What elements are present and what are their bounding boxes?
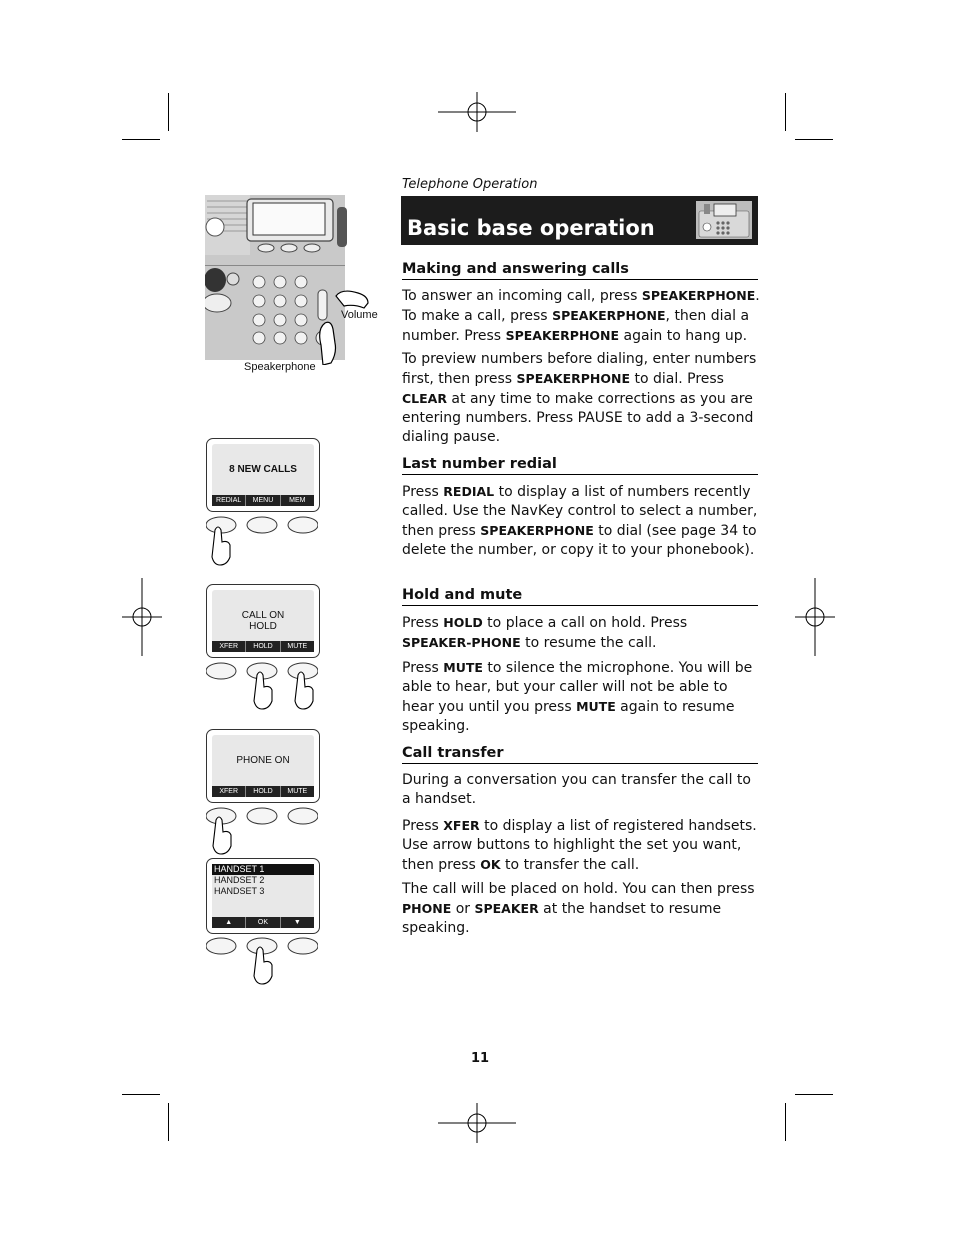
handset-item[interactable]: HANDSET 2	[214, 875, 265, 885]
softkey-ok[interactable]: OK	[246, 917, 280, 928]
softkey-down-arrow[interactable]: ▼	[293, 919, 301, 926]
heading-hold-mute: Hold and mute	[402, 587, 758, 606]
paragraph-making-2: To preview numbers before dialing, enter numbers first, then press SPEAKERPHONE to dial. Press CLEAR at any time to make corrections as you are entering numbers. Press PAUSE to add a 3-second dialing pause.	[402, 351, 757, 445]
softkey-bar	[212, 786, 314, 797]
key-label: SPEAKERPHONE	[641, 288, 756, 303]
paragraph-transfer-2: Press XFER to display a list of registered handsets. Use arrow buttons to highlight the set you want, then press OK to transfer the call.	[402, 818, 757, 873]
lcd-screen-phone-on	[206, 729, 320, 803]
key-label: HOLD	[443, 615, 483, 630]
softkey-redial[interactable]: REDIAL	[212, 495, 246, 506]
lcd-screen-handsets	[206, 858, 320, 934]
crop-mark	[795, 139, 833, 140]
key-label: PHONE	[402, 901, 452, 916]
softkey-buttons	[206, 514, 318, 566]
registration-mark-icon	[438, 1103, 516, 1143]
softkey-mute[interactable]: MUTE	[287, 643, 308, 650]
softkey-up-arrow[interactable]: ▲	[212, 917, 246, 928]
paragraph-redial: Press REDIAL to display a list of numbers recently called. Use the NavKey control to select a number, then press SPEAKERPHONE to dial (see page 34 to delete the number, or copy it to your phonebook).	[402, 484, 758, 558]
crop-mark	[795, 1094, 833, 1095]
registration-mark-icon	[795, 578, 835, 656]
key-label: MUTE	[443, 660, 483, 675]
softkey-hold[interactable]: HOLD	[246, 786, 280, 797]
page-number: 11	[470, 1051, 490, 1066]
key-label: SPEAKER	[474, 901, 539, 916]
page-title: Basic base operation	[407, 216, 655, 240]
key-label: CLEAR	[402, 391, 447, 406]
crop-mark	[785, 1103, 786, 1141]
lcd-screen-hold	[206, 584, 320, 658]
softkey-bar	[212, 917, 314, 928]
softkey-hold[interactable]: HOLD	[246, 641, 280, 652]
softkey-buttons	[206, 661, 318, 711]
crop-mark	[168, 1103, 169, 1141]
paragraph-transfer-3: The call will be placed on hold. You can then press PHONE or SPEAKER at the handset to resume speaking.	[402, 881, 755, 936]
crop-mark	[168, 93, 169, 131]
softkey-bar	[212, 495, 314, 506]
paragraph-transfer-1: During a conversation you can transfer the call to a handset.	[402, 772, 751, 807]
crop-mark	[122, 139, 160, 140]
lcd-screen-redial	[206, 438, 320, 512]
lcd-line: HOLD	[249, 621, 277, 632]
lcd-line: 8 NEW CALLS	[229, 464, 297, 475]
paragraph-mute: Press MUTE to silence the microphone. You will be able to hear, but your caller will not be able to hear you until you press MUTE again to resume speaking.	[402, 660, 753, 734]
base-phone-illustration	[205, 195, 375, 365]
softkey-buttons	[206, 936, 318, 986]
softkey-mute[interactable]: MUTE	[287, 788, 308, 795]
key-label: REDIAL	[443, 484, 495, 499]
key-label: OK	[480, 857, 501, 872]
section-label: Telephone Operation	[402, 177, 538, 192]
registration-mark-icon	[122, 578, 162, 656]
key-label: XFER	[443, 818, 480, 833]
softkey-xfer[interactable]: XFER	[212, 641, 246, 652]
key-label: SPEAKERPHONE	[552, 308, 666, 323]
heading-making-calls: Making and answering calls	[402, 261, 758, 280]
heading-call-transfer: Call transfer	[402, 745, 758, 764]
registration-mark-icon	[438, 92, 516, 132]
lcd-line: CALL ON	[241, 610, 285, 621]
paragraph-hold: Press HOLD to place a call on hold. Press SPEAKER-PHONE to resume the call.	[402, 615, 688, 651]
speakerphone-callout: Speakerphone	[244, 361, 316, 373]
crop-mark	[785, 93, 786, 131]
softkey-menu[interactable]: MENU	[246, 495, 280, 506]
title-bar	[401, 196, 758, 245]
heading-redial: Last number redial	[402, 456, 758, 475]
key-label: SPEAKER-PHONE	[402, 635, 521, 650]
lcd-line: PHONE ON	[236, 755, 290, 766]
key-label: MUTE	[576, 699, 616, 714]
softkey-xfer[interactable]: XFER	[212, 786, 246, 797]
key-label: SPEAKERPHONE	[505, 328, 620, 343]
phone-thumbnail-icon	[696, 201, 752, 239]
handset-item[interactable]: HANDSET 3	[214, 886, 265, 896]
softkey-bar	[212, 641, 314, 652]
paragraph-making-1: To answer an incoming call, press SPEAKERPHONE. To make a call, press SPEAKERPHONE, then dial a number. Press SPEAKERPHONE again to hang up.	[402, 288, 760, 344]
softkey-mem[interactable]: MEM	[289, 497, 306, 504]
key-label: SPEAKERPHONE	[480, 523, 594, 538]
handset-item-selected[interactable]: HANDSET 1	[212, 864, 314, 875]
volume-callout: Volume	[341, 309, 378, 321]
crop-mark	[122, 1094, 160, 1095]
softkey-buttons	[206, 806, 318, 856]
key-label: SPEAKERPHONE	[516, 371, 631, 386]
